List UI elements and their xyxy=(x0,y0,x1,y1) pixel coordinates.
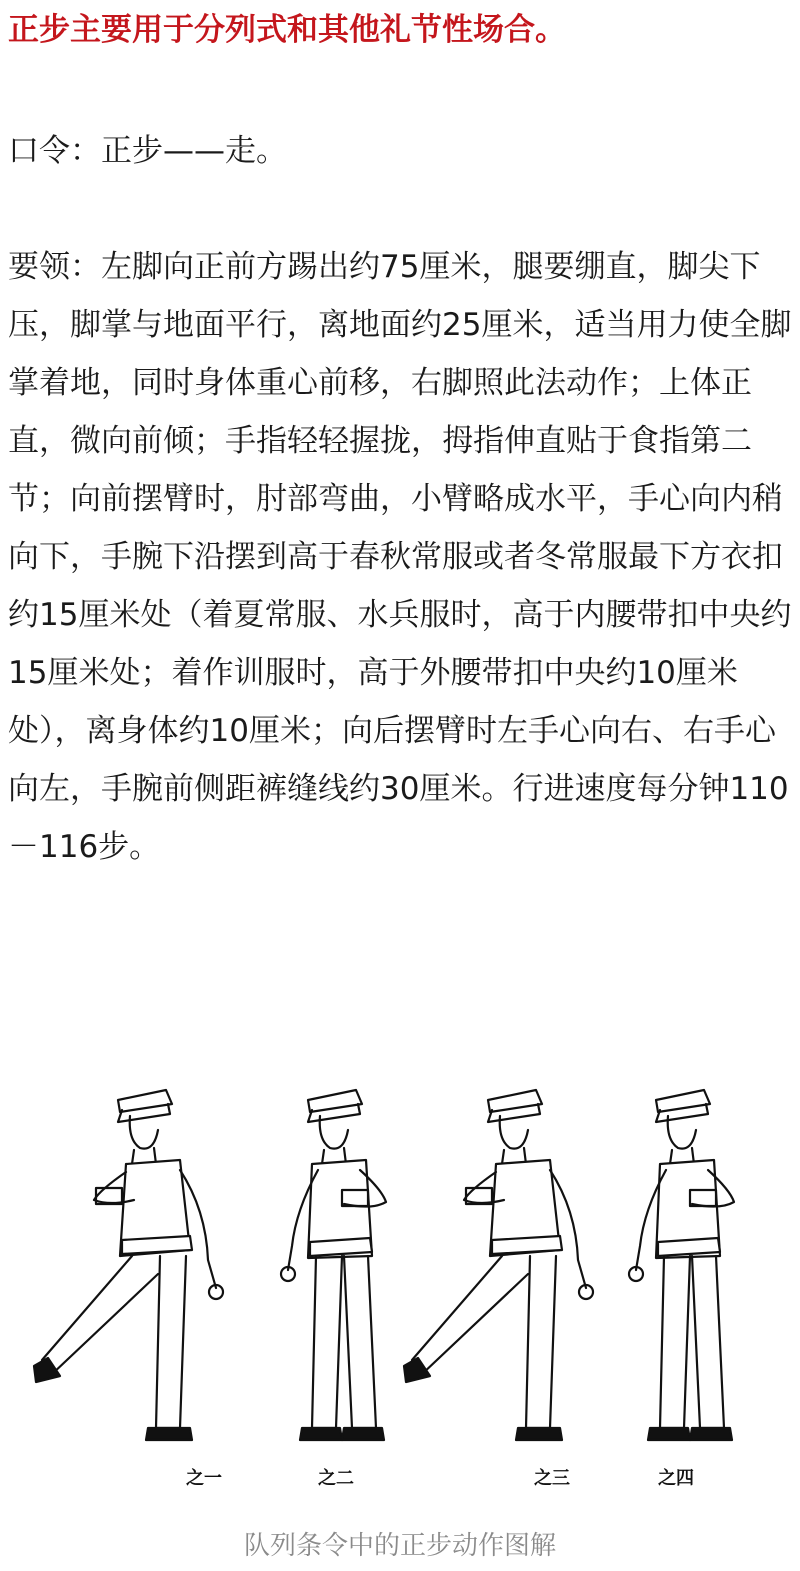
figure-caption: 队列条令中的正步动作图解 xyxy=(243,1531,556,1561)
goose-step-illustration xyxy=(0,1060,800,1500)
step-label-1: 之一 xyxy=(186,1468,222,1489)
step-label-2: 之二 xyxy=(318,1468,354,1489)
figure-step-2 xyxy=(281,1090,386,1440)
command-paragraph: 口令：正步——走。 xyxy=(8,133,287,169)
step-label-3: 之三 xyxy=(534,1468,570,1489)
figure-step-1 xyxy=(34,1090,223,1440)
step-label-4: 之四 xyxy=(658,1468,694,1489)
headline: 正步主要用于分列式和其他礼节性场合。 xyxy=(8,12,566,48)
essentials-paragraph: 要领：左脚向正前方踢出约75厘米，腿要绷直，脚尖下压，脚掌与地面平行，离地面约25厘米，适当用力使全脚掌着地，同时身体重心前移，右脚照此法动作；上体正直，微向前倾；手指轻轻握拢，拇指伸直贴于食指第二节；向前摆臂时，肘部弯曲，小臂略成水平，手心向内稍向下，手腕下沿摆到高于春秋常服或者冬常服最下方衣扣约15厘米处（着夏常服、水兵服时，高于内腰带扣中央约15厘米处；着作训服时，高于外腰带扣中央约10厘米处），离身体约10厘米；向后摆臂时左手心向右、右手心向左，手腕前侧距裤缝线约30厘米。行进速度每分钟110－116步。 xyxy=(8,249,792,865)
figure-step-4 xyxy=(629,1090,734,1440)
figure-step-3 xyxy=(404,1090,593,1440)
